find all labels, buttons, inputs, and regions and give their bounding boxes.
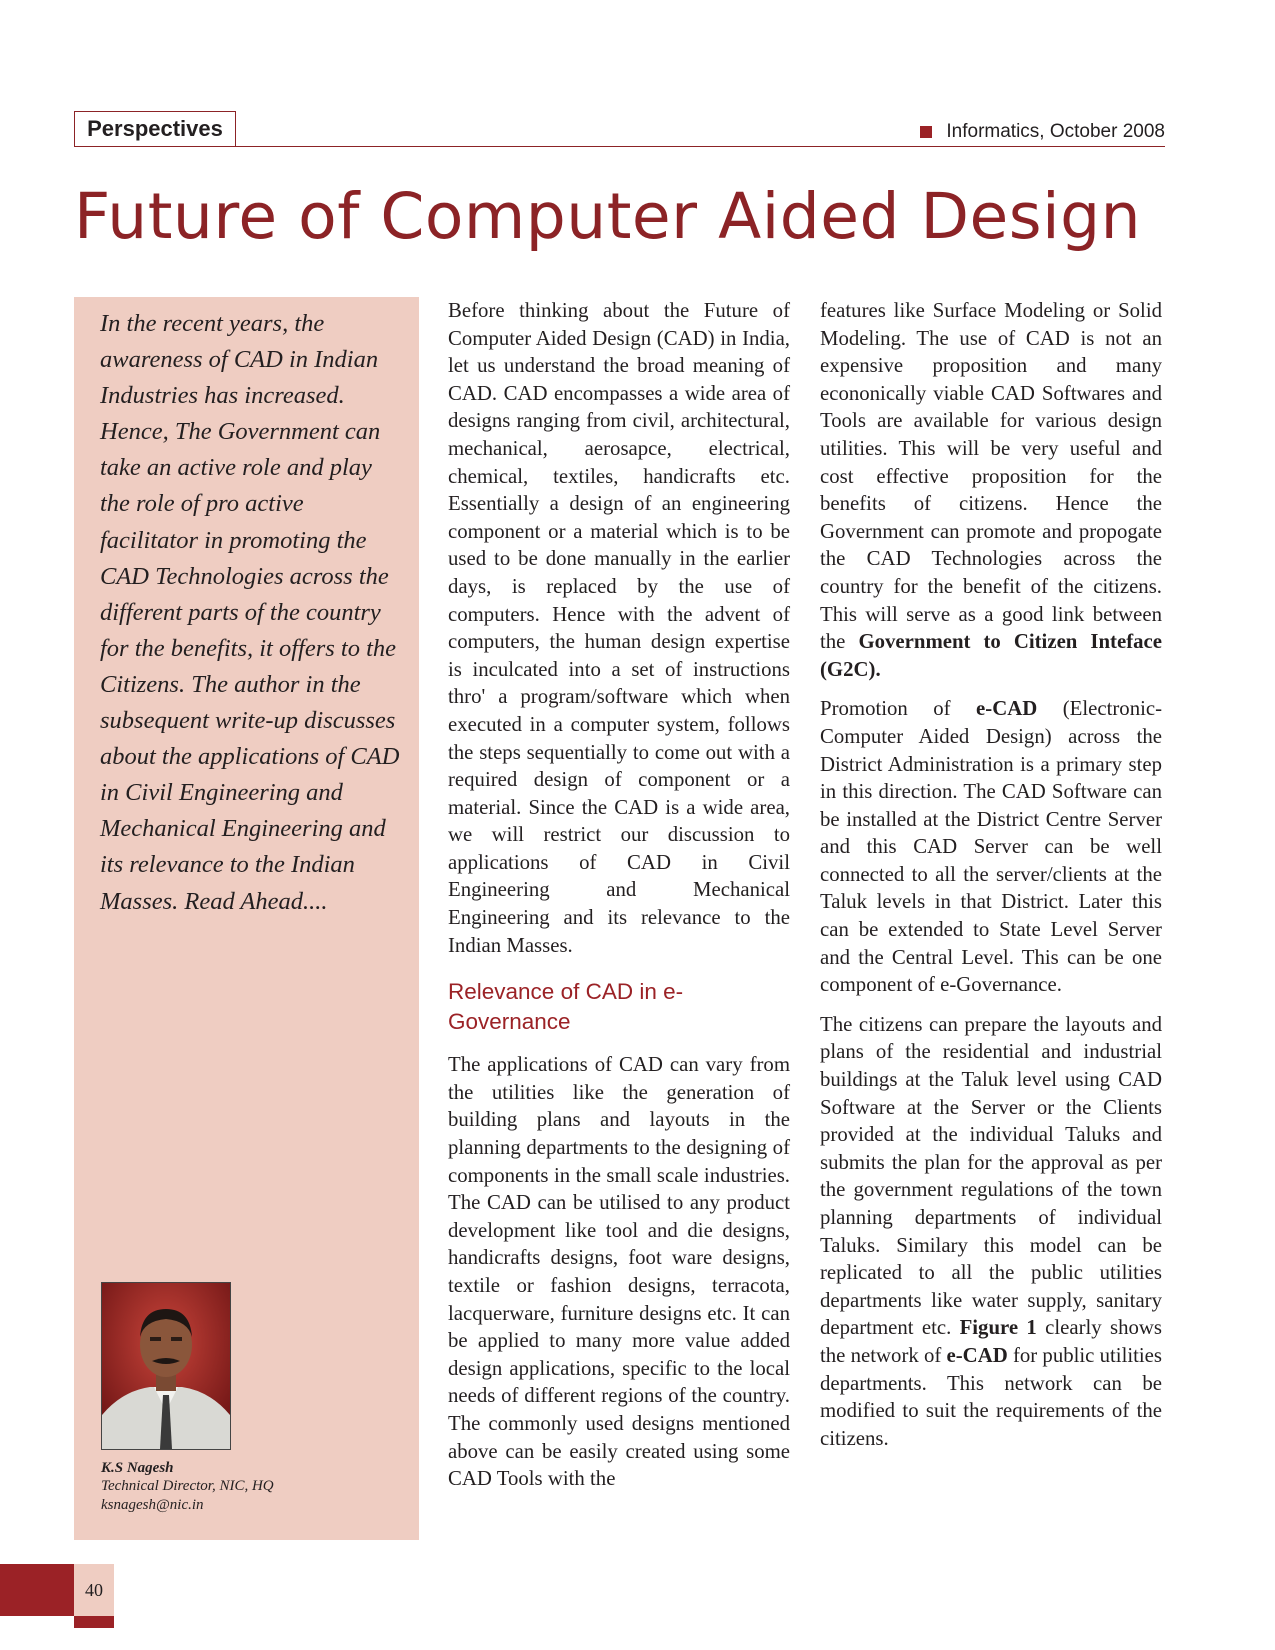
author-role: Technical Director, NIC, HQ	[101, 1478, 274, 1494]
page-footer-bar	[0, 1564, 74, 1616]
issue-text: Informatics, October 2008	[946, 121, 1165, 142]
author-name: K.S Nagesh	[101, 1460, 174, 1476]
author-photo	[101, 1282, 231, 1450]
body-paragraph: Before thinking about the Future of Computer Aided Design (CAD) in India, let us understand the broad meaning of CAD. CAD encompasses a wide area of designs ranging from civil, architectural, mechanical, aerosapce, electrical, chemical, textiles, handicrafts etc. Essentially a design of an engineering component or a material which is to be used to be done manually in the earlier days, is replaced by the use of computers. Hence with the advent of computers, the human design expertise is inculcated into a set of instructions thro' a program/software which when executed in a computer system, follows the steps sequentially to come out with a required design of component or a material. Since the CAD is a wide area, we will restrict our discussion to applications of CAD in Civil Engineering and Mechanical Engineering and its relevance to the Indian Masses.	[448, 299, 790, 957]
body-column-2	[448, 297, 790, 1493]
paragraph-text: (Electronic-Computer Aided Design) across the District Administration is a primary step in this direction. The CAD Software can be installed at the District Centre Server and this CAD Server can be well connected to all the server/clients at the Taluk levels in that District. Later this can be extended to State Level Server and the Central Level. This can be one component of e-Governance.	[820, 697, 1163, 997]
square-marker-icon	[920, 126, 932, 138]
author-email: ksnagesh@nic.in	[101, 1497, 204, 1513]
body-paragraph	[820, 695, 1162, 999]
bold-term: Government to Citizen Inteface (G2C).	[820, 630, 1162, 681]
body-column-3	[820, 297, 1162, 1452]
section-heading: Relevance of CAD in e-Governance	[448, 979, 684, 1035]
paragraph-text: features like Surface Modeling or Solid Modeling. The use of CAD is not an expensive proposition and many econonically viable CAD Softwares and Tools are available for various design utilities. This will be very useful and cost effective proposition for the benefits of citizens. Hence the Government can promote and propogate the CAD Technologies across the country for the benefit of the citizens. This will serve as a good link between the	[820, 299, 1162, 654]
paragraph-text: clearly shows the network of	[820, 1316, 1162, 1367]
article-title: Future of Computer Aided Design	[74, 180, 1141, 253]
abstract-text: In the recent years, the awareness of CAD in Indian Industries has increased. Hence, The Government can take an active role and play the role of pro active facilitator in promoting the CAD Technologies across the different parts of the country for the benefits, it offers to the Citizens. The author in the subsequent write-up discusses about the applications of CAD in Civil Engineering and Mechanical Engineering and its relevance to the Indian Masses. Read Ahead....	[100, 310, 400, 915]
header-rule	[74, 146, 1165, 147]
page-footer-accent	[74, 1616, 114, 1628]
bold-term: e-CAD	[946, 1343, 1008, 1367]
paragraph-text: Promotion of	[820, 697, 951, 721]
body-paragraph: The applications of CAD can vary from the utilities like the generation of building plans and layouts in the planning departments to the designing of components in the small scale industries. The CAD can be utilised to any product development like tool and die designs, handicrafts designs, foot ware designs, textile or fashion designs, terracota, lacquerware, furniture designs etc. It can be applied to many more value added design applications, specific to the local needs of different regions of the country. The commonly used designs mentioned above can be easily created using some CAD Tools with the	[448, 1053, 790, 1491]
section-tag: Perspectives	[74, 111, 236, 147]
author-portrait-icon	[102, 1283, 230, 1449]
page-number: 40	[74, 1564, 114, 1616]
issue-label	[920, 121, 1165, 143]
paragraph-text: The citizens can prepare the layouts and plans of the residential and industrial buildings at the Taluk level using CAD Software at the Server or the Clients provided at the individual Taluks and submits the plan for the approval as per the government regulations of the town planning departments of individual Taluks. Similary this model can be replicated to all the public utilities departments like water supply, sanitary department etc.	[820, 1012, 1162, 1340]
bold-term: e-CAD	[976, 697, 1038, 721]
body-paragraph	[820, 1011, 1162, 1453]
body-paragraph	[820, 297, 1162, 683]
paragraph-text: for public utilities departments. This network can be modified to suit the requirements of the citizens.	[820, 1343, 1163, 1450]
figure-reference: Figure 1	[959, 1316, 1037, 1340]
